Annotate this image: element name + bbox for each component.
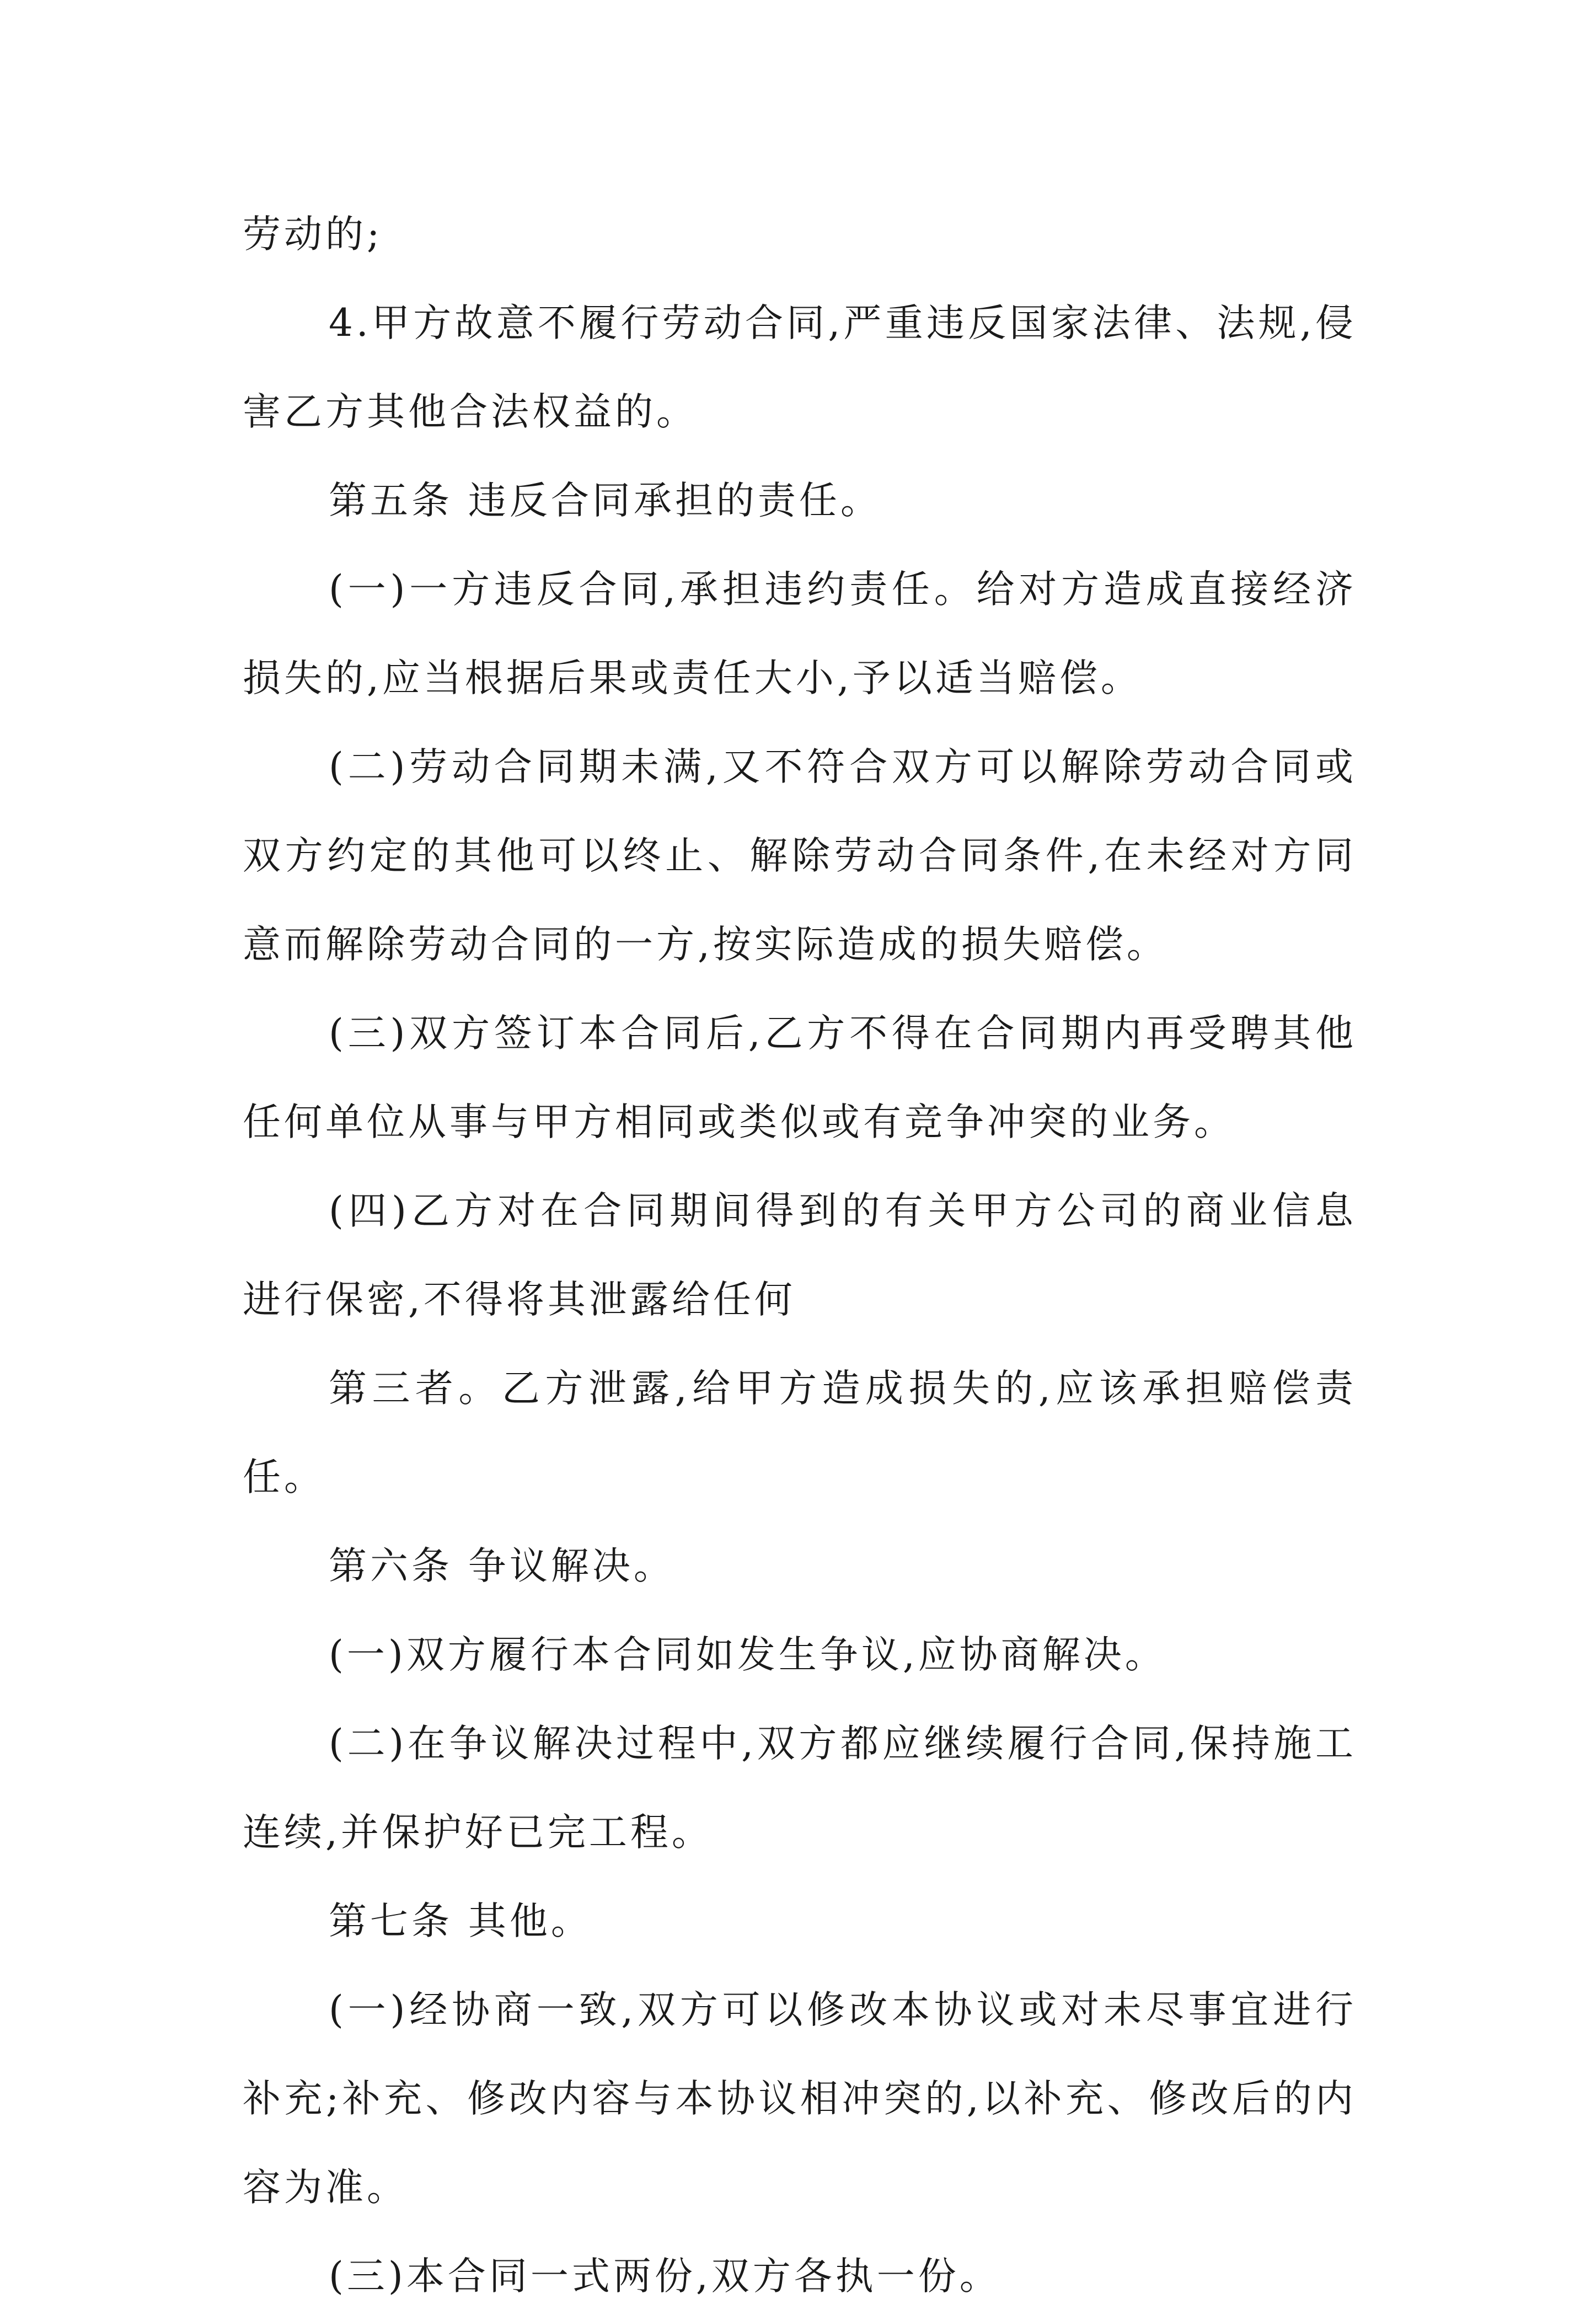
article-5-clause-4-continued: 第三者。乙方泄露,给甲方造成损失的,应该承担赔偿责任。: [243, 1366, 1357, 1499]
article-6-heading: 第六条 争议解决。: [329, 1544, 675, 1588]
paragraph-continuation: 劳动的;: [243, 212, 383, 256]
article-5-clause-1: (一)一方违反合同,承担违约责任。给对方造成直接经济损失的,应当根据后果或责任大小,予以适当赔偿。: [243, 567, 1357, 700]
article-7-clause-1: (一)经协商一致,双方可以修改本协议或对未尽事宜进行补充;补充、修改内容与本协议相冲突的,以补充、修改后的内容为准。: [243, 1988, 1357, 2210]
article-6-clause-2: (二)在争议解决过程中,双方都应继续履行合同,保持施工连续,并保护好已完工程。: [243, 1722, 1357, 1854]
article-5-clause-3: (三)双方签订本合同后,乙方不得在合同期内再受聘其他任何单位从事与甲方相同或类似或有竞争冲突的业务。: [243, 1011, 1357, 1144]
article-6-clause-1: (一)双方履行本合同如发生争议,应协商解决。: [329, 1633, 1166, 1677]
article-5-clause-4: (四)乙方对在合同期间得到的有关甲方公司的商业信息进行保密,不得将其泄露给任何: [243, 1189, 1357, 1322]
article-7-heading: 第七条 其他。: [329, 1899, 592, 1943]
article-5-clause-2: (二)劳动合同期未满,又不符合双方可以解除劳动合同或双方约定的其他可以终止、解除劳动合同条件,在未经对方同意而解除劳动合同的一方,按实际造成的损失赔偿。: [243, 745, 1357, 967]
document-body: [243, 190, 1357, 2321]
paragraph-item-4: 4.甲方故意不履行劳动合同,严重违反国家法律、法规,侵害乙方其他合法权益的。: [243, 301, 1357, 434]
article-7-clause-3: (三)本合同一式两份,双方各执一份。: [329, 2254, 1001, 2298]
article-5-heading: 第五条 违反合同承担的责任。: [329, 479, 882, 523]
